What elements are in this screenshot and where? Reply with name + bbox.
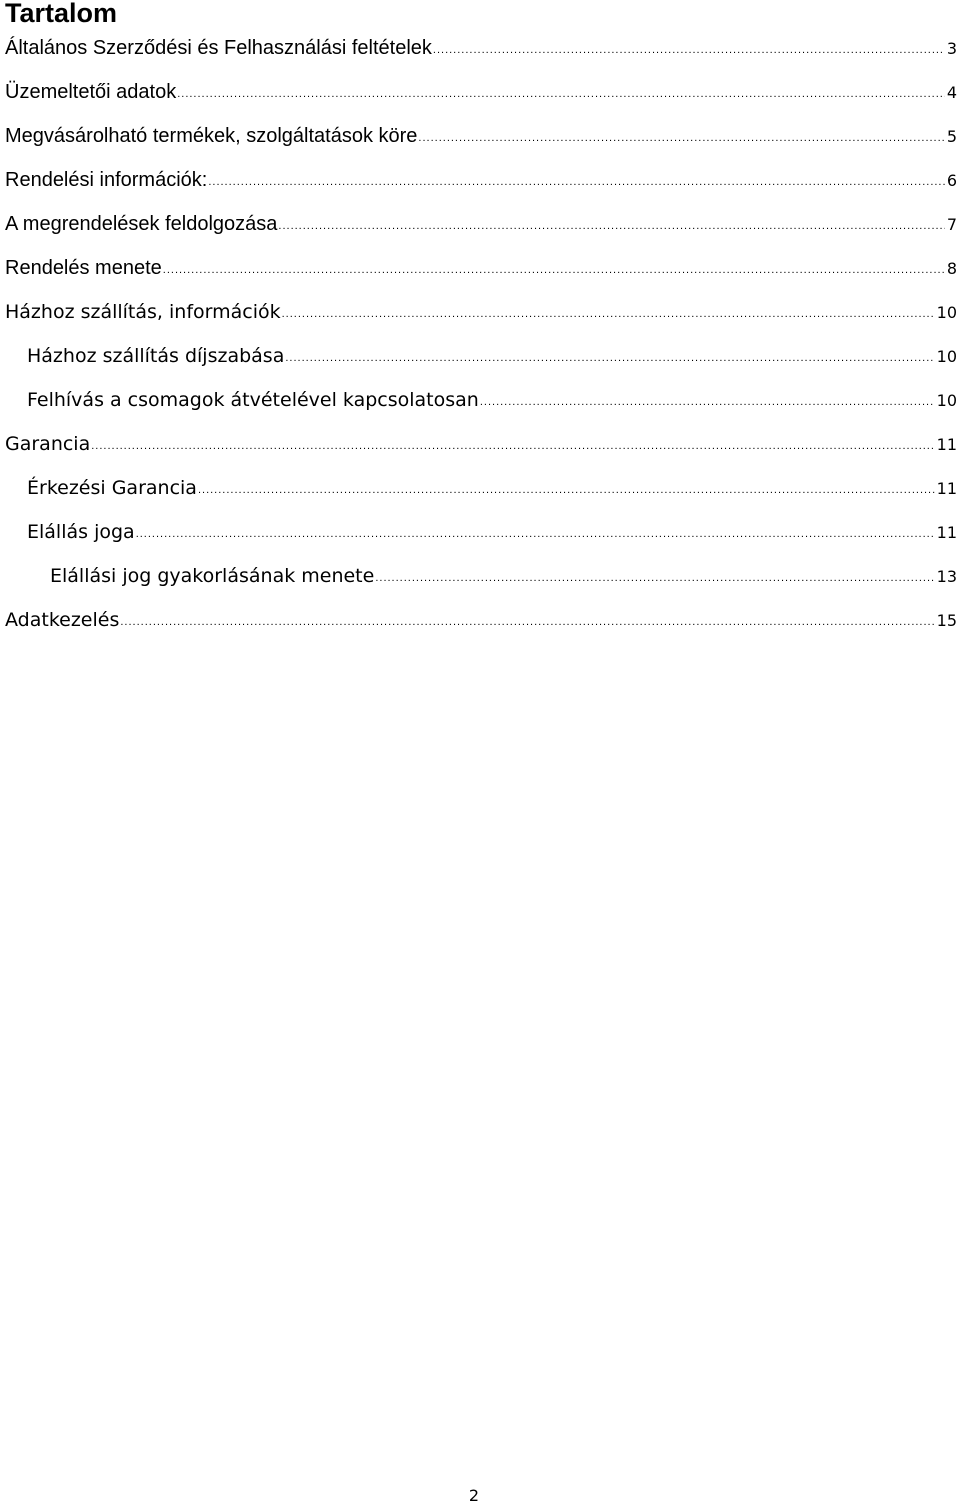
toc-entry-label: Házhoz szállítás, információk — [5, 301, 281, 323]
toc-entry-label: Általános Szerződési és Felhasználási feltételek — [5, 36, 432, 59]
toc-dot-leader — [480, 392, 935, 412]
toc-entry-page: 7 — [946, 214, 957, 234]
toc-entry-page: 11 — [936, 478, 957, 498]
toc-entry[interactable] — [0, 290, 960, 334]
toc-entry-label: Üzemeltetői adatok — [5, 80, 177, 103]
toc-dot-leader — [375, 568, 934, 588]
toc-entry[interactable] — [0, 334, 960, 378]
toc-entry-label: Megvásárolható termékek, szolgáltatások köre — [5, 124, 418, 147]
toc-entry-label: Érkezési Garancia — [27, 477, 197, 499]
toc-entry-label: Rendelési információk: — [5, 168, 208, 191]
toc-entry-page: 3 — [946, 38, 957, 58]
toc-entry-page: 13 — [936, 566, 957, 586]
toc-title: Tartalom — [5, 0, 118, 28]
toc-dot-leader — [177, 84, 945, 104]
toc-entry[interactable] — [0, 246, 960, 290]
toc-dot-leader — [285, 348, 934, 368]
toc-entry[interactable] — [0, 510, 960, 554]
toc-entry-label: Felhívás a csomagok átvételével kapcsolatosan — [27, 389, 479, 411]
toc-entry[interactable] — [0, 158, 960, 202]
toc-entry-page: 15 — [936, 610, 957, 630]
toc-dot-leader — [278, 216, 944, 236]
toc-dot-leader — [418, 128, 944, 148]
toc-entry-page: 5 — [946, 126, 957, 146]
toc-dot-leader — [208, 172, 944, 192]
toc-entry[interactable] — [0, 598, 960, 642]
toc-entry[interactable] — [0, 554, 960, 598]
toc-entry-page: 11 — [936, 522, 957, 542]
toc-dot-leader — [120, 612, 934, 632]
toc-entry-label: Elállási jog gyakorlásának menete — [50, 565, 375, 587]
toc-entry-label: Garancia — [5, 433, 91, 455]
toc-dot-leader — [282, 304, 935, 324]
toc-entry-label: Rendelés menete — [5, 256, 162, 279]
toc-entry[interactable] — [0, 202, 960, 246]
toc-entry-page: 10 — [936, 302, 957, 322]
toc-dot-leader — [91, 436, 934, 456]
toc-entry[interactable] — [0, 26, 960, 70]
toc-dot-leader — [163, 260, 945, 280]
toc-entry-label: Adatkezelés — [5, 609, 120, 631]
toc-entry[interactable] — [0, 70, 960, 114]
toc-entry-page: 4 — [946, 82, 957, 102]
toc-entry-page: 11 — [936, 434, 957, 454]
page-number: 2 — [468, 1486, 480, 1505]
toc-entry[interactable] — [0, 378, 960, 422]
toc-entry-page: 6 — [946, 170, 957, 190]
toc-entry-label: Elállás joga — [27, 521, 135, 543]
toc-entry[interactable] — [0, 466, 960, 510]
toc-dot-leader — [198, 480, 935, 500]
toc-entry-page: 8 — [946, 258, 957, 278]
toc-entry-label: A megrendelések feldolgozása — [5, 212, 278, 235]
toc-dot-leader — [433, 40, 945, 60]
table-of-contents — [0, 26, 960, 642]
toc-entry-page: 10 — [936, 390, 957, 410]
toc-entry[interactable] — [0, 422, 960, 466]
toc-entry-page: 10 — [936, 346, 957, 366]
toc-entry[interactable] — [0, 114, 960, 158]
toc-dot-leader — [136, 524, 935, 544]
toc-entry-label: Házhoz szállítás díjszabása — [27, 345, 285, 367]
